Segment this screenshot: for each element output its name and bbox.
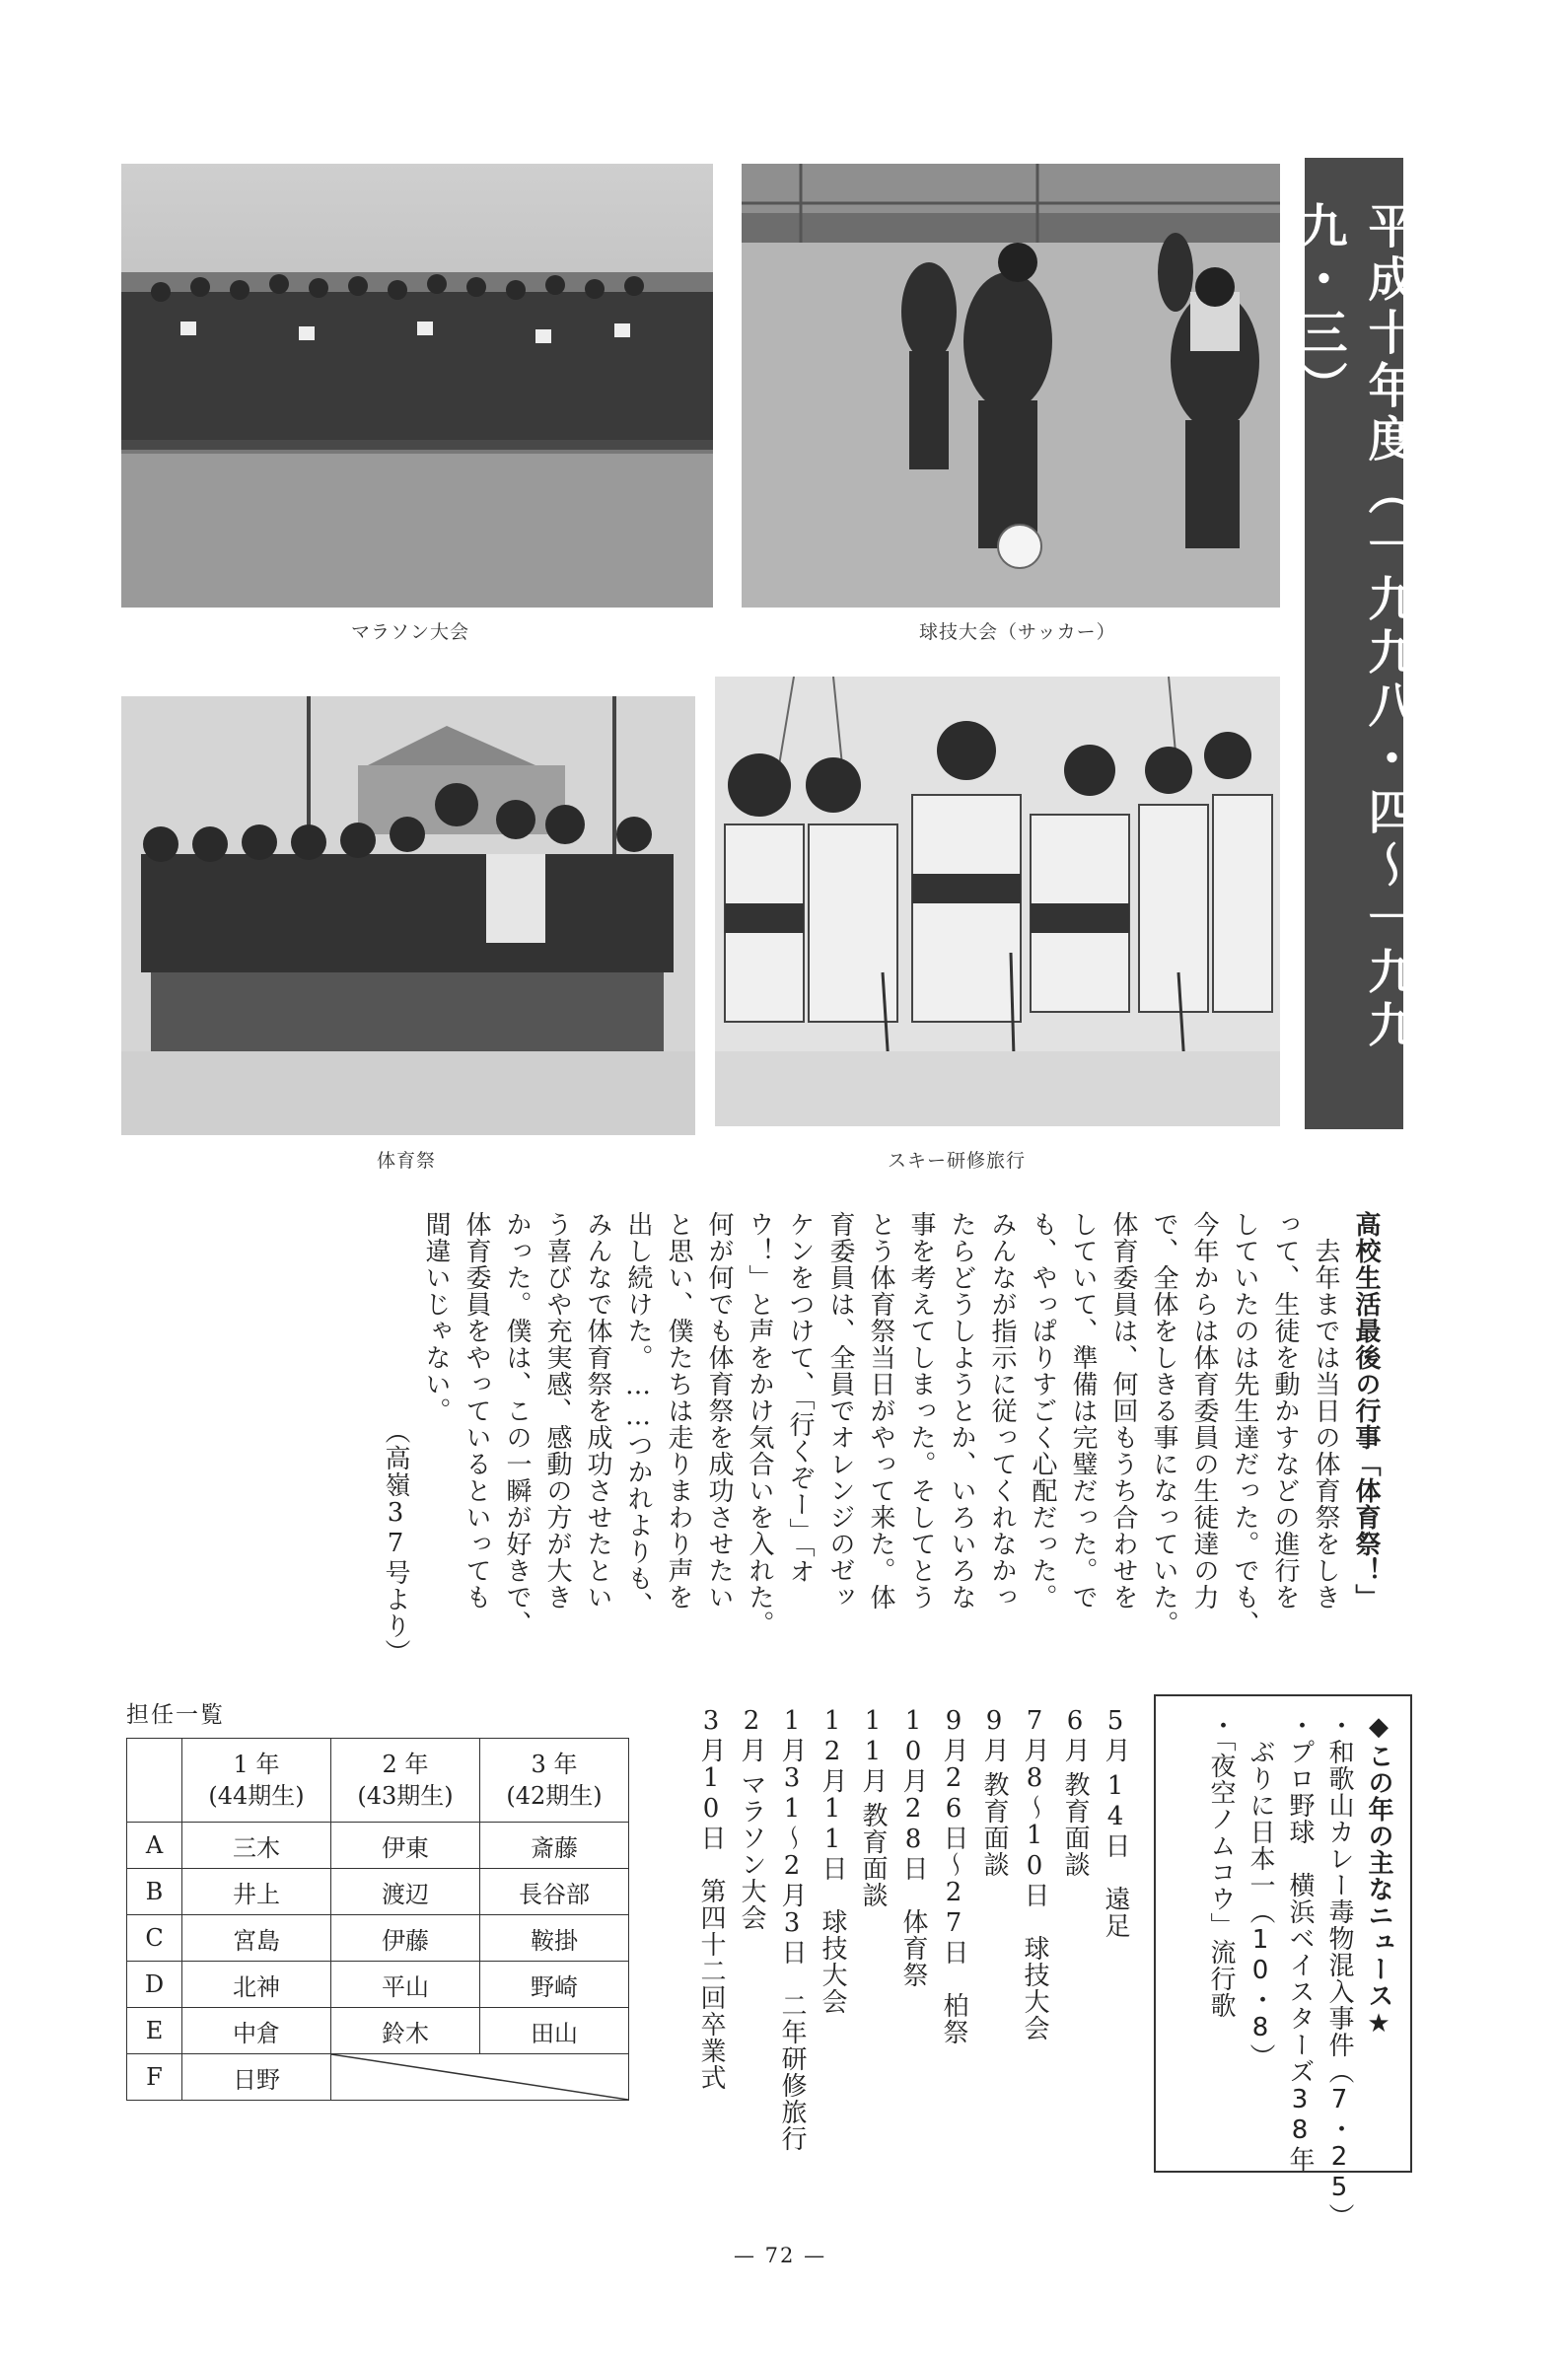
table-row xyxy=(127,2054,629,2101)
event-month: 3月 xyxy=(696,1706,726,1763)
header-grade: 1 年 xyxy=(233,1751,280,1778)
photo-soccer xyxy=(742,164,1280,608)
teacher-cell: 田山 xyxy=(480,2008,629,2054)
essay xyxy=(375,1211,1386,1684)
essay-line: していたのは先生達だった。でも、 xyxy=(1230,1211,1259,1637)
event-month: 5月 xyxy=(1101,1706,1130,1763)
diagonal-line xyxy=(331,2054,628,2100)
event-item xyxy=(731,1706,771,2120)
table-header-row xyxy=(127,1739,629,1823)
event-text: 教育面談 xyxy=(1060,1771,1090,1878)
header-grade: 2 年 xyxy=(382,1751,429,1778)
homeroom-table xyxy=(126,1738,629,2101)
news-heading: ◆この年の主なニュース★ xyxy=(1364,1712,1393,2040)
empty-diagonal-cell xyxy=(331,2054,629,2101)
essay-line: かった。僕は、この一瞬が好きで、 xyxy=(502,1211,532,1637)
essay-line: 去年までは当日の体育祭をしき xyxy=(1311,1211,1340,1611)
photo-marathon xyxy=(121,164,713,608)
teacher-cell: 中倉 xyxy=(182,2008,331,2054)
event-month: 1月 xyxy=(777,1706,807,1763)
event-month: 11月 xyxy=(858,1706,888,1794)
event-text: 28日 体育祭 xyxy=(898,1794,928,1988)
header-grade: 3 年 xyxy=(531,1751,578,1778)
event-text: マラソン大会 xyxy=(737,1771,766,1931)
teacher-cell: 三木 xyxy=(182,1823,331,1869)
event-month: 2月 xyxy=(737,1706,766,1763)
teacher-cell: 伊藤 xyxy=(331,1915,480,1962)
table-header xyxy=(480,1739,629,1823)
class-cell: A xyxy=(127,1823,182,1869)
teacher-cell: 平山 xyxy=(331,1962,480,2008)
event-text: 教育面談 xyxy=(858,1802,888,1908)
table-row xyxy=(127,1823,629,1869)
essay-line: ウ！」と声をかけ気合いを入れた。 xyxy=(745,1211,774,1637)
essay-line: 体育委員は、何回もうち合わせを xyxy=(1108,1211,1138,1611)
event-text: 8〜10日 球技大会 xyxy=(1020,1763,1049,2041)
caption-sports-festival: 体育祭 xyxy=(377,1150,437,1172)
event-item xyxy=(812,1706,852,2120)
teacher-cell: 野崎 xyxy=(480,1962,629,2008)
event-month: 12月 xyxy=(818,1706,847,1794)
news-item: ・「夜空ノムコウ」流行歌 xyxy=(1206,1712,1236,2019)
event-text: 26日〜27日 柏祭 xyxy=(939,1763,968,2045)
teacher-cell: 宮島 xyxy=(182,1915,331,1962)
essay-line: ケンをつけて、「行くぞー」「オ xyxy=(785,1211,815,1585)
table-row xyxy=(127,1915,629,1962)
event-item xyxy=(690,1706,731,2120)
page-number: — 72 — xyxy=(734,2244,827,2267)
events-list xyxy=(690,1706,1135,2152)
table-corner xyxy=(127,1739,182,1823)
essay-line: で、全体をしきる事になっていた。 xyxy=(1149,1211,1178,1637)
essay-line: 出し続けた。……つかれよりも、 xyxy=(623,1211,653,1618)
teacher-cell: 鞍掛 xyxy=(480,1915,629,1962)
essay-line: って、生徒を動かすなどの進行を xyxy=(1270,1211,1300,1611)
event-text: 11日 球技大会 xyxy=(818,1794,847,2015)
event-month: 6月 xyxy=(1060,1706,1090,1763)
table-row xyxy=(127,1962,629,2008)
event-item xyxy=(852,1706,892,2120)
news-item: ・プロ野球 横浜ベイスターズ38年 xyxy=(1285,1712,1315,2173)
table-header xyxy=(331,1739,480,1823)
essay-line: 体育委員をやっているといっても xyxy=(462,1211,491,1611)
news-list xyxy=(1201,1712,1398,2230)
event-item xyxy=(933,1706,973,2120)
teacher-cell: 井上 xyxy=(182,1869,331,1915)
class-cell: C xyxy=(127,1915,182,1962)
news-box xyxy=(1154,1694,1412,2230)
essay-line: 何が何でも体育祭を成功させたい xyxy=(704,1211,734,1611)
caption-soccer: 球技大会（サッカー） xyxy=(919,621,1116,643)
news-item: ・和歌山カレー毒物混入事件（7・25） xyxy=(1324,1712,1354,2230)
class-cell: E xyxy=(127,2008,182,2054)
event-item xyxy=(771,1706,812,2152)
caption-marathon: マラソン大会 xyxy=(351,621,470,643)
event-item xyxy=(1014,1706,1054,2120)
event-month: 9月 xyxy=(939,1706,968,1763)
photo-sports-festival xyxy=(121,696,695,1135)
teacher-cell: 日野 xyxy=(182,2054,331,2101)
year-title-bar: 平成十年度（一九九八・四〜一九九九・三） xyxy=(1305,158,1403,1129)
teacher-cell: 渡辺 xyxy=(331,1869,480,1915)
table-header xyxy=(182,1739,331,1823)
class-cell: D xyxy=(127,1962,182,2008)
essay-line: う喜びや充実感、感動の方が大き xyxy=(542,1211,572,1611)
essay-source: （高嶺37号より） xyxy=(381,1418,410,1666)
news-item: ぶりに日本一（10・8） xyxy=(1246,1712,1275,2070)
homeroom-caption: 担任一覧 xyxy=(126,1702,225,1728)
teacher-cell: 斎藤 xyxy=(480,1823,629,1869)
essay-line: 事を考えてしまった。そしてとう xyxy=(906,1211,936,1611)
event-text: 31〜2月3日 二年研修旅行 xyxy=(777,1763,807,2152)
photo-ski-trip xyxy=(715,677,1280,1126)
class-cell: B xyxy=(127,1869,182,1915)
table-row xyxy=(127,2008,629,2054)
class-cell: F xyxy=(127,2054,182,2101)
header-gen: (42期生) xyxy=(506,1782,603,1810)
event-item xyxy=(892,1706,933,2120)
header-gen: (43期生) xyxy=(357,1782,454,1810)
teacher-cell: 北神 xyxy=(182,1962,331,2008)
event-item xyxy=(1095,1706,1135,2120)
essay-line: 育委員は、全員でオレンジのゼッ xyxy=(825,1211,855,1611)
event-text: 教育面談 xyxy=(979,1771,1009,1878)
essay-line: みんなで体育祭を成功させたとい xyxy=(583,1211,612,1611)
header-gen: (44期生) xyxy=(208,1782,305,1810)
teacher-cell: 長谷部 xyxy=(480,1869,629,1915)
event-month: 9月 xyxy=(979,1706,1009,1763)
essay-line: 間違いじゃない。 xyxy=(421,1211,451,1424)
essay-line: とう体育祭当日がやって来た。体 xyxy=(866,1211,895,1611)
event-month: 10月 xyxy=(898,1706,928,1794)
table-row xyxy=(127,1869,629,1915)
essay-line: と思い、僕たちは走りまわり声を xyxy=(664,1211,693,1611)
event-item xyxy=(973,1706,1014,2120)
essay-line: みんなが指示に従ってくれなかっ xyxy=(987,1211,1017,1611)
caption-ski-trip: スキー研修旅行 xyxy=(888,1150,1027,1172)
essay-title: 高校生活最後の行事「体育祭！」 xyxy=(1351,1211,1381,1611)
event-month: 7月 xyxy=(1020,1706,1049,1763)
essay-line: たらどうしようとか、いろいろな xyxy=(947,1211,976,1611)
event-item xyxy=(1054,1706,1095,2120)
event-text: 10日 第四十二回卒業式 xyxy=(696,1763,726,2091)
teacher-cell: 伊東 xyxy=(331,1823,480,1869)
essay-line: 今年からは体育委員の生徒達の力 xyxy=(1189,1211,1219,1611)
event-text: 14日 遠足 xyxy=(1101,1771,1130,1939)
teacher-cell: 鈴木 xyxy=(331,2008,480,2054)
essay-line: していて、準備は完璧だった。で xyxy=(1068,1211,1098,1611)
essay-line: も、やっぱりすごく心配だった。 xyxy=(1028,1211,1057,1611)
